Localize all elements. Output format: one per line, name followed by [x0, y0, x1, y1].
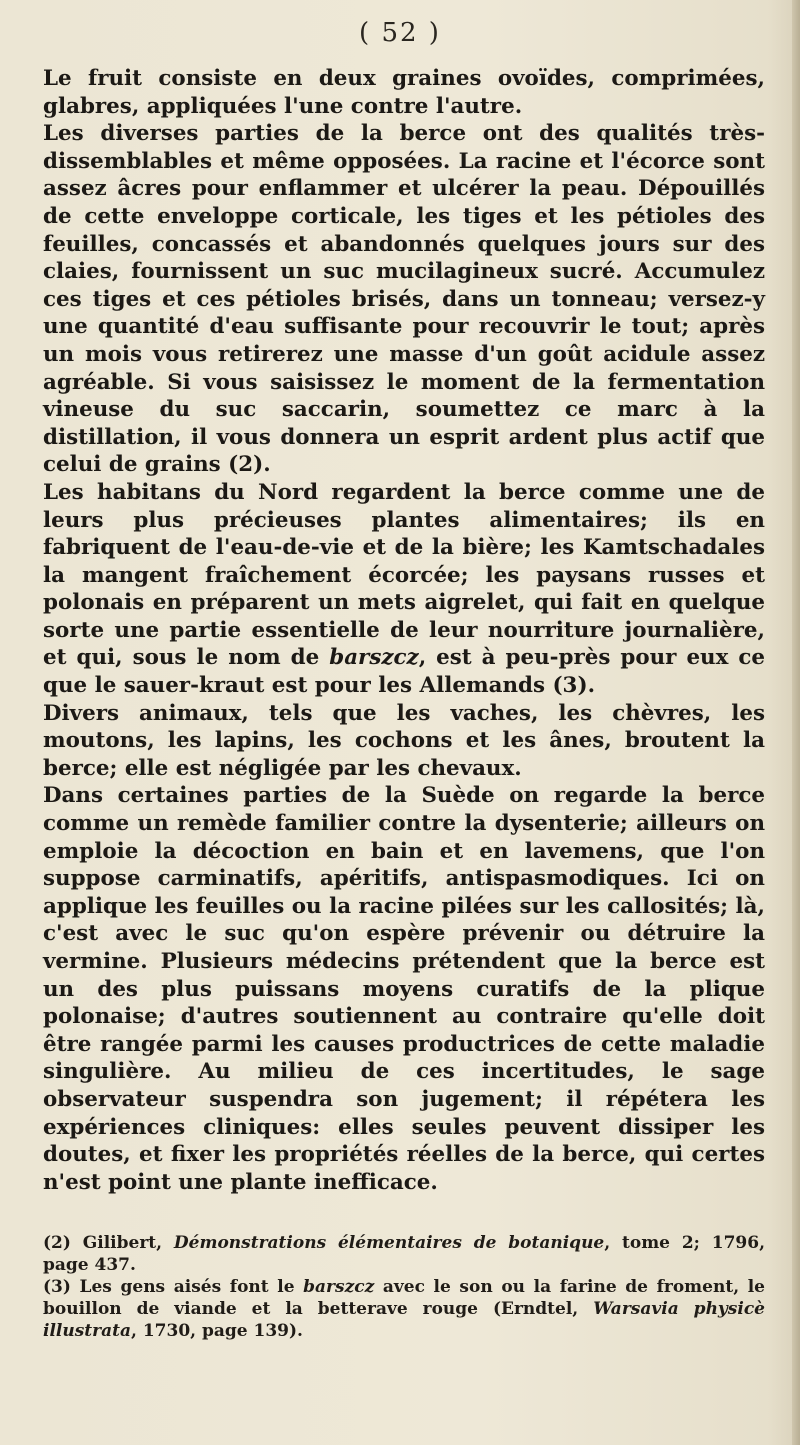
- footnote-2-title: Démonstrations élémentaires de botanique: [173, 1233, 605, 1253]
- body-text: [43, 65, 765, 1196]
- footnote-3-part3: , 1730, page 139).: [131, 1321, 303, 1341]
- footnote-2: [43, 1232, 765, 1276]
- paragraph-northern-uses-part1: Les habitans du Nord regardent la berce comme une de leurs plus précieuses plantes alimentaires; ils en fabriquent de l'eau-de-vie et de la bière; les Kamtschadales la mangent fraîchement écorcée; les paysans russes et polonais en préparent un mets aigrelet, qui fait en quelque sorte une partie essentielle de leur nourriture journalière, et qui, sous le nom de: [43, 479, 765, 671]
- footnotes: [43, 1232, 765, 1342]
- paragraph-northern-uses: [43, 479, 765, 700]
- footnote-3: [43, 1276, 765, 1342]
- footnote-3-part1: (3) Les gens aisés font le: [43, 1277, 304, 1297]
- paragraph-animals: Divers animaux, tels que les vaches, les chèvres, les moutons, les lapins, les cochons et les ânes, broutent la berce; elle est négligée par les chevaux.: [43, 700, 765, 781]
- paragraph-properties: Les diverses parties de la berce ont des qualités très-dissemblables et même opposées. La racine et l'écorce sont assez âcres pour enflammer et ulcérer la peau. Dépouillés de cette enveloppe corticale, les tiges et les pétioles des feuilles, concassés et abandonnés quelques jours sur des claies, fournissent un suc mucilagineux sucré. Accumulez ces tiges et ces pétioles brisés, dans un tonneau; versez-y une quantité d'eau suffisante pour recouvrir le tout; après un mois vous retirerez une masse d'un goût acidule assez agréable. Si vous saisissez le moment de la fermentation vineuse du suc saccarin, soumettez ce marc à la distillation, il vous donnera un esprit ardent plus actif que celui de grains (2).: [43, 121, 765, 478]
- footnote-3-term: barszcz: [303, 1277, 375, 1297]
- page-number: ( 52 ): [359, 18, 441, 48]
- page-edge: [792, 0, 800, 1445]
- paragraph-fruit: Le fruit consiste en deux graines ovoïdes, comprimées, glabres, appliquées l'une contre l'autre.: [43, 66, 765, 119]
- footnote-3-part2: avec le son ou la farine de froment, le bouillon de viande et la betterave rouge (Erndtel,: [43, 1277, 766, 1319]
- barszcz-term: barszcz: [329, 645, 419, 671]
- footnote-2-part2: , tome 2; 1796, page 437.: [43, 1233, 766, 1275]
- footnote-2-part1: (2) Gilibert,: [43, 1233, 174, 1253]
- paragraph-medical: Dans certaines parties de la Suède on regarde la berce comme un remède familier contre la dysenterie; ailleurs on emploie la décoction en bain et en lavemens, que l'on suppose carminatifs, apéritifs, antispasmodiques. Ici on applique les feuilles ou la racine pilées sur les callosités; là, c'est avec le suc qu'on espère prévenir ou détruire la vermine. Plusieurs médecins prétendent que la berce est un des plus puissans moyens curatifs de la plique polonaise; d'autres soutiennent au contraire qu'elle doit être rangée parmi les causes productrices de cette maladie singulière. Au milieu de ces incertitudes, le sage observateur suspendra son jugement; il répétera les expériences cliniques: elles seules peuvent dissiper les doutes, et fixer les propriétés réelles de la berce, qui certes n'est point une plante inefficace.: [43, 783, 765, 1195]
- paragraph-northern-uses-part2: , est à peu-près pour eux ce que le sauer-kraut est pour les Allemands (3).: [43, 645, 765, 699]
- footnote-3-title: Warsavia physicè illustrata: [43, 1299, 766, 1341]
